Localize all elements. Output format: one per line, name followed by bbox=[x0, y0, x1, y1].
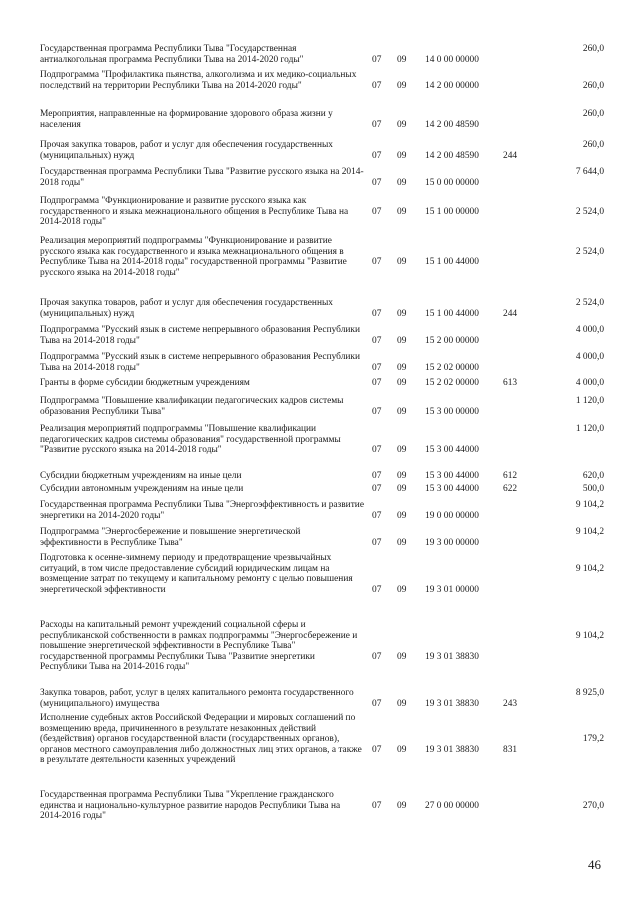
row-name: Подпрограмма "Профилактика пьянства, алкоголизма и их медико-социальных последствий на территории Республики Тыва на 2014-2020 годы" bbox=[40, 70, 357, 91]
table-row bbox=[0, 713, 640, 787]
amount: 179,2 bbox=[582, 734, 604, 745]
target-article-code: 19 3 01 38830 bbox=[425, 744, 479, 755]
amount: 260,0 bbox=[582, 44, 604, 54]
target-article-code: 15 2 00 00000 bbox=[425, 335, 479, 346]
row-name: Государственная программа Республики Тыва "Энергоэффективность и развитие энергетики на 2014-2020 годы" bbox=[40, 500, 364, 521]
subsection-code: 09 bbox=[397, 584, 407, 595]
amount: 9 104,2 bbox=[575, 527, 604, 537]
section-code: 07 bbox=[372, 584, 382, 595]
amount: 9 104,2 bbox=[575, 500, 604, 510]
expense-type-code: 243 bbox=[503, 698, 518, 709]
target-article-code: 15 3 00 44000 bbox=[425, 471, 479, 481]
section-code: 07 bbox=[372, 362, 382, 373]
row-name: Подпрограмма "Повышение квалификации педагогических кадров системы образования Республики Тыва" bbox=[40, 396, 344, 417]
row-name: Подготовка к осенне-зимнему периоду и предотвращение чрезвычайных ситуаций, в том числе предоставление субсидий юридическим лицам на возмещение затрат по текущему и капитальному ремонту с целью повышения энергетической эффективности bbox=[40, 553, 353, 595]
target-article-code: 15 3 00 44000 bbox=[425, 445, 479, 456]
subsection-code: 09 bbox=[397, 257, 407, 268]
table-row bbox=[0, 236, 640, 289]
subsection-code: 09 bbox=[397, 119, 407, 130]
table-row bbox=[0, 484, 640, 495]
table-row bbox=[0, 527, 640, 548]
subsection-code: 09 bbox=[397, 445, 407, 456]
subsection-code: 09 bbox=[397, 800, 407, 811]
target-article-code: 27 0 00 00000 bbox=[425, 800, 479, 811]
amount: 4 000,0 bbox=[575, 352, 604, 362]
table-row bbox=[0, 378, 640, 389]
row-name: Субсидии автономным учреждениям на иные цели bbox=[40, 484, 244, 494]
section-code: 07 bbox=[372, 80, 382, 91]
amount: 9 104,2 bbox=[575, 630, 604, 641]
amount: 9 104,2 bbox=[575, 563, 604, 574]
table-row bbox=[0, 688, 640, 709]
section-code: 07 bbox=[372, 406, 382, 417]
table-row bbox=[0, 298, 640, 319]
row-name: Исполнение судебных актов Российской Федерации и мировых соглашений по возмещению вреда, причиненного в результате незаконных действий (бездействия) органов государственной власти (государственных органов), органов местного самоуправления либо должностных лиц этих органов, а также в результате деятельности казенных учреждений bbox=[40, 713, 362, 766]
amount: 7 644,0 bbox=[575, 167, 604, 177]
row-name: Мероприятия, направленные на формирование здорового образа жизни у населения bbox=[40, 109, 333, 130]
subsection-code: 09 bbox=[397, 744, 407, 755]
table-row bbox=[0, 620, 640, 684]
amount: 2 524,0 bbox=[575, 246, 604, 257]
row-name: Субсидии бюджетным учреждениям на иные цели bbox=[40, 471, 242, 481]
row-name: Гранты в форме субсидии бюджетным учреждениям bbox=[40, 378, 250, 388]
expense-type-code: 612 bbox=[503, 471, 518, 481]
table-row bbox=[0, 553, 640, 617]
section-code: 07 bbox=[372, 484, 382, 494]
amount: 2 524,0 bbox=[575, 298, 604, 308]
subsection-code: 09 bbox=[397, 378, 407, 388]
target-article-code: 14 2 00 48590 bbox=[425, 150, 479, 161]
row-name: Подпрограмма "Русский язык в системе непрерывного образования Республики Тыва на 2014-2018 годы" bbox=[40, 325, 360, 346]
table-row bbox=[0, 109, 640, 130]
section-code: 07 bbox=[372, 510, 382, 521]
target-article-code: 19 3 01 00000 bbox=[425, 584, 479, 595]
table-row bbox=[0, 167, 640, 188]
target-article-code: 15 1 00 44000 bbox=[425, 308, 479, 319]
subsection-code: 09 bbox=[397, 471, 407, 481]
expense-type-code: 831 bbox=[503, 744, 518, 755]
section-code: 07 bbox=[372, 445, 382, 456]
row-name: Государственная программа Республики Тыва "Развитие русского языка на 2014-2018 годы" bbox=[40, 167, 364, 188]
section-code: 07 bbox=[372, 177, 382, 188]
section-code: 07 bbox=[372, 800, 382, 811]
target-article-code: 19 3 00 00000 bbox=[425, 537, 479, 548]
subsection-code: 09 bbox=[397, 308, 407, 319]
expense-type-code: 244 bbox=[503, 308, 518, 319]
target-article-code: 15 2 02 00000 bbox=[425, 362, 479, 373]
section-code: 07 bbox=[372, 150, 382, 161]
table-row bbox=[0, 140, 640, 161]
table-row bbox=[0, 424, 640, 466]
amount: 4 000,0 bbox=[575, 325, 604, 335]
table-row bbox=[0, 352, 640, 373]
row-name: Прочая закупка товаров, работ и услуг для обеспечения государственных (муниципальных) нужд bbox=[40, 140, 333, 161]
amount: 260,0 bbox=[582, 140, 604, 150]
expense-type-code: 622 bbox=[503, 484, 518, 494]
table-row bbox=[0, 396, 640, 417]
section-code: 07 bbox=[372, 257, 382, 268]
amount: 500,0 bbox=[582, 484, 604, 494]
row-name: Реализация мероприятий подпрограммы "Функционирование и развитие русского языка как государственного и языка межнационального общения в Республике Тыва на 2014-2018 годы" государственной программы "Развитие русского языка на 2014-2018 годы" bbox=[40, 236, 347, 278]
section-code: 07 bbox=[372, 698, 382, 709]
amount: 260,0 bbox=[582, 80, 604, 91]
amount: 270,0 bbox=[582, 800, 604, 811]
page-number: 46 bbox=[588, 857, 601, 872]
target-article-code: 15 0 00 00000 bbox=[425, 177, 479, 188]
amount: 620,0 bbox=[582, 471, 604, 481]
target-article-code: 15 1 00 44000 bbox=[425, 257, 479, 268]
subsection-code: 09 bbox=[397, 362, 407, 373]
subsection-code: 09 bbox=[397, 80, 407, 91]
subsection-code: 09 bbox=[397, 177, 407, 188]
section-code: 07 bbox=[372, 471, 382, 481]
table-row bbox=[0, 44, 640, 65]
row-name: Государственная программа Республики Тыва "Государственная антиалкогольная программа Республики Тыва на 2014-2020 годы" bbox=[40, 44, 304, 65]
row-name: Прочая закупка товаров, работ и услуг для обеспечения государственных (муниципальных) нужд bbox=[40, 298, 333, 319]
row-name: Государственная программа Республики Тыва "Укрепление гражданского единства и национально-культурное развитие народов Республики Тыва на 2014-2016 годы" bbox=[40, 790, 341, 822]
target-article-code: 19 3 01 38830 bbox=[425, 698, 479, 709]
subsection-code: 09 bbox=[397, 335, 407, 346]
row-name: Закупка товаров, работ, услуг в целях капитального ремонта государственного (муниципального) имущества bbox=[40, 688, 354, 709]
amount: 4 000,0 bbox=[575, 378, 604, 388]
subsection-code: 09 bbox=[397, 206, 407, 217]
table-row bbox=[0, 471, 640, 482]
section-code: 07 bbox=[372, 335, 382, 346]
subsection-code: 09 bbox=[397, 406, 407, 417]
amount: 260,0 bbox=[582, 109, 604, 119]
target-article-code: 15 1 00 00000 bbox=[425, 206, 479, 217]
subsection-code: 09 bbox=[397, 651, 407, 662]
table-row bbox=[0, 790, 640, 822]
row-name: Подпрограмма "Функционирование и развитие русского языка как государственного и языка межнационального общения в Республике Тыва на 2014-2018 годы" bbox=[40, 196, 349, 228]
section-code: 07 bbox=[372, 378, 382, 388]
section-code: 07 bbox=[372, 206, 382, 217]
amount: 8 925,0 bbox=[575, 688, 604, 698]
subsection-code: 09 bbox=[397, 510, 407, 521]
subsection-code: 09 bbox=[397, 698, 407, 709]
subsection-code: 09 bbox=[397, 150, 407, 161]
subsection-code: 09 bbox=[397, 484, 407, 494]
table-row bbox=[0, 70, 640, 102]
row-name: Реализация мероприятий подпрограммы "Повышение квалификации педагогических кадров системы образования" государственной программы "Развитие русского языка на 2014-2018 годы" bbox=[40, 424, 341, 456]
amount: 1 120,0 bbox=[575, 424, 604, 434]
section-code: 07 bbox=[372, 308, 382, 319]
expense-type-code: 244 bbox=[503, 150, 518, 161]
table-row bbox=[0, 196, 640, 228]
row-name: Расходы на капитальный ремонт учреждений социальной сферы и республиканской собственности в рамках подпрограммы "Энергосбережение и повышение энергетической эффективности в Республике Тыва" государственной программы Республики Тыва "Развитие энергетики Республики Тыва на 2014-2016 годы" bbox=[40, 620, 358, 673]
section-code: 07 bbox=[372, 651, 382, 662]
section-code: 07 bbox=[372, 119, 382, 130]
target-article-code: 15 2 02 00000 bbox=[425, 378, 479, 388]
subsection-code: 09 bbox=[397, 54, 407, 65]
table-row bbox=[0, 325, 640, 346]
expense-type-code: 613 bbox=[503, 378, 518, 388]
section-code: 07 bbox=[372, 537, 382, 548]
target-article-code: 14 2 00 00000 bbox=[425, 80, 479, 91]
target-article-code: 14 2 00 48590 bbox=[425, 119, 479, 130]
subsection-code: 09 bbox=[397, 537, 407, 548]
amount: 2 524,0 bbox=[575, 206, 604, 217]
target-article-code: 15 3 00 00000 bbox=[425, 406, 479, 417]
row-name: Подпрограмма "Русский язык в системе непрерывного образования Республики Тыва на 2014-2018 годы" bbox=[40, 352, 360, 373]
target-article-code: 19 3 01 38830 bbox=[425, 651, 479, 662]
section-code: 07 bbox=[372, 54, 382, 65]
target-article-code: 14 0 00 00000 bbox=[425, 54, 479, 65]
amount: 1 120,0 bbox=[575, 396, 604, 406]
target-article-code: 19 0 00 00000 bbox=[425, 510, 479, 521]
section-code: 07 bbox=[372, 744, 382, 755]
row-name: Подпрограмма "Энергосбережение и повышение энергетической эффективности в Республике Тыва" bbox=[40, 527, 301, 548]
table-row bbox=[0, 500, 640, 521]
target-article-code: 15 3 00 44000 bbox=[425, 484, 479, 494]
